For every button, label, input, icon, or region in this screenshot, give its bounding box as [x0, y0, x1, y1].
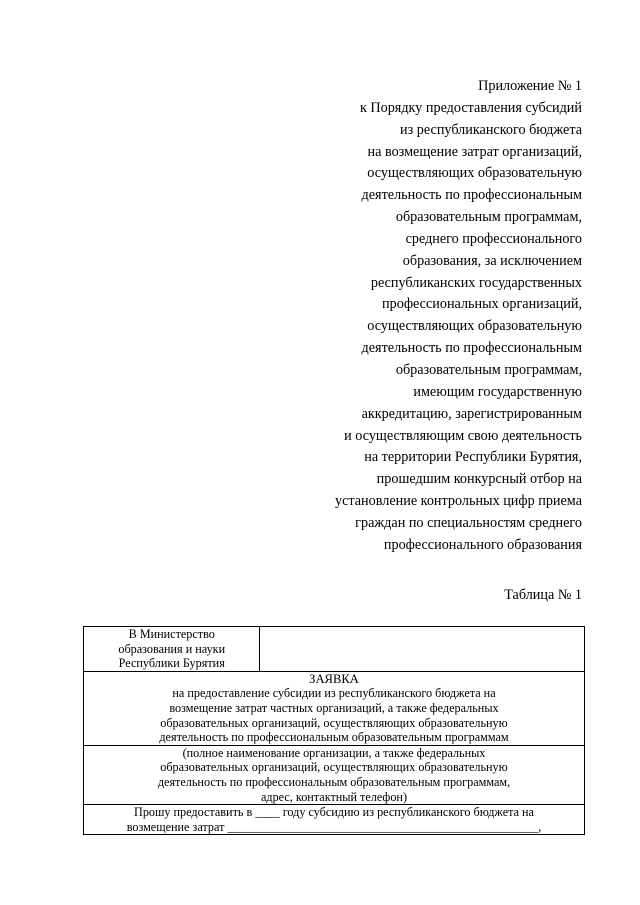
appendix-line: республиканских государственных	[370, 274, 582, 291]
zayavka-line: образовательных организаций, осуществляющих образовательную	[160, 715, 508, 730]
appendix-line: к Порядку предоставления субсидий	[359, 99, 582, 116]
appendix-line: имеющим государственную	[413, 383, 582, 400]
appendix-line: из республиканского бюджета	[400, 121, 582, 138]
zayavka-row	[84, 671, 585, 745]
addressee-row	[84, 627, 585, 672]
request-cell[interactable]	[84, 805, 585, 835]
request-line: Прошу предоставить в ____ году субсидию из республиканского бюджета на	[134, 805, 534, 820]
addressee-line: Республики Бурятия	[118, 656, 225, 671]
appendix-line: Приложение № 1	[478, 78, 582, 94]
zayavka-line: на предоставление субсидии из республиканского бюджета на	[172, 686, 496, 701]
addressee-line: В Министерство	[128, 627, 215, 641]
appendix-line: деятельность по профессиональным	[361, 187, 582, 204]
zayavka-title: ЗАЯВКА	[309, 671, 359, 686]
addressee-blank-cell[interactable]	[260, 627, 585, 672]
appendix-line: граждан по специальностям среднего	[355, 514, 582, 531]
appendix-line: на возмещение затрат организаций,	[367, 143, 582, 160]
zayavka-line: возмещение затрат частных организаций, а также федеральных	[169, 700, 499, 715]
appendix-line: осуществляющих образовательную	[367, 318, 582, 335]
application-form-table	[83, 626, 585, 835]
appendix-line: аккредитацию, зарегистрированным	[361, 405, 582, 422]
organization-hint-cell[interactable]	[84, 745, 585, 804]
addressee-line: образования и науки	[118, 641, 226, 656]
appendix-line: прошедшим конкурсный отбор на	[376, 471, 582, 488]
appendix-line: образовательным программам,	[395, 209, 582, 226]
appendix-line: среднего профессионального	[405, 230, 582, 247]
organization-hint-line: адрес, контактный телефон)	[260, 789, 408, 804]
organization-hint-line: деятельность по профессиональным образовательным программам,	[157, 774, 511, 789]
appendix-line: профессиональных организаций,	[382, 296, 582, 313]
table-number: Таблица № 1	[504, 587, 582, 603]
addressee-cell	[84, 627, 260, 672]
appendix-line: образования, за исключением	[402, 252, 582, 269]
appendix-header	[242, 76, 582, 557]
appendix-line: осуществляющих образовательную	[367, 165, 582, 182]
appendix-line: образовательным программам,	[395, 361, 582, 378]
appendix-line: на территории Республики Бурятия,	[364, 449, 582, 466]
organization-hint-line: (полное наименование организации, а также федеральных	[182, 745, 486, 760]
appendix-line: и осуществляющим свою деятельность	[344, 427, 582, 444]
request-line: возмещение затрат ___________________________________________________,	[126, 819, 542, 834]
zayavka-cell	[84, 671, 585, 745]
zayavka-line: деятельность по профессиональным образовательным программам	[159, 730, 509, 745]
organization-row	[84, 745, 585, 804]
appendix-line: деятельность по профессиональным	[361, 340, 582, 357]
request-row	[84, 805, 585, 835]
organization-hint-line: образовательных организаций, осуществляющих образовательную	[160, 760, 508, 775]
appendix-line: профессионального образования	[383, 536, 582, 553]
appendix-line: установление контрольных цифр приема	[335, 493, 582, 510]
